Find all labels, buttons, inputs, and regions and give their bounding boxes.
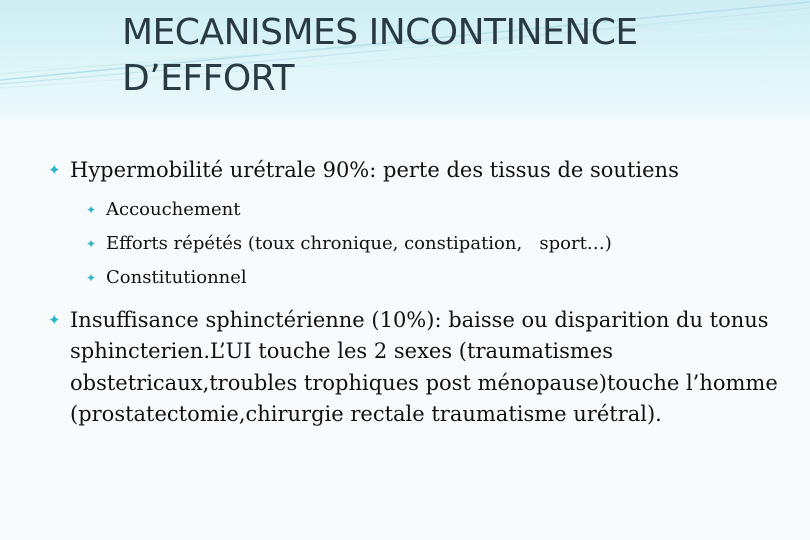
- bullet-point-insuffisance: [48, 305, 788, 431]
- subpoint-text: Efforts répétés (toux chronique, constipation, sport…): [106, 232, 612, 254]
- teal-bullet-icon: ✦: [48, 310, 61, 329]
- bullet-point-hypermobilite: [48, 155, 788, 187]
- teal-bullet-icon: ✦: [86, 270, 97, 285]
- content-body: [48, 155, 788, 431]
- subpoint-accouchement: [48, 193, 788, 227]
- page-title: [122, 10, 742, 102]
- title-line-2: D’EFFORT: [122, 58, 295, 99]
- subpoint-constitutionnel: [48, 261, 788, 295]
- teal-bullet-icon: ✦: [86, 236, 97, 251]
- teal-bullet-icon: ✦: [48, 161, 61, 179]
- bullet-text: Hypermobilité urétrale 90%: perte des tissus de soutiens: [70, 158, 679, 182]
- teal-bullet-icon: ✦: [86, 202, 97, 217]
- subpoint-text: Constitutionnel: [106, 266, 247, 288]
- subpoint-efforts: [48, 227, 788, 261]
- bullet-text: Insuffisance sphinctérienne (10%): baisse ou disparition du tonus sphincterien.L’UI touche les 2 sexes (traumatismes obstetricaux,troubles trophiques post ménopause)touche l’homme (prostatectomie,chirurgie rectale traumatisme urétral).: [70, 307, 778, 426]
- subpoint-text: Accouchement: [106, 198, 241, 220]
- title-line-1: MECANISMES INCONTINENCE: [122, 12, 638, 53]
